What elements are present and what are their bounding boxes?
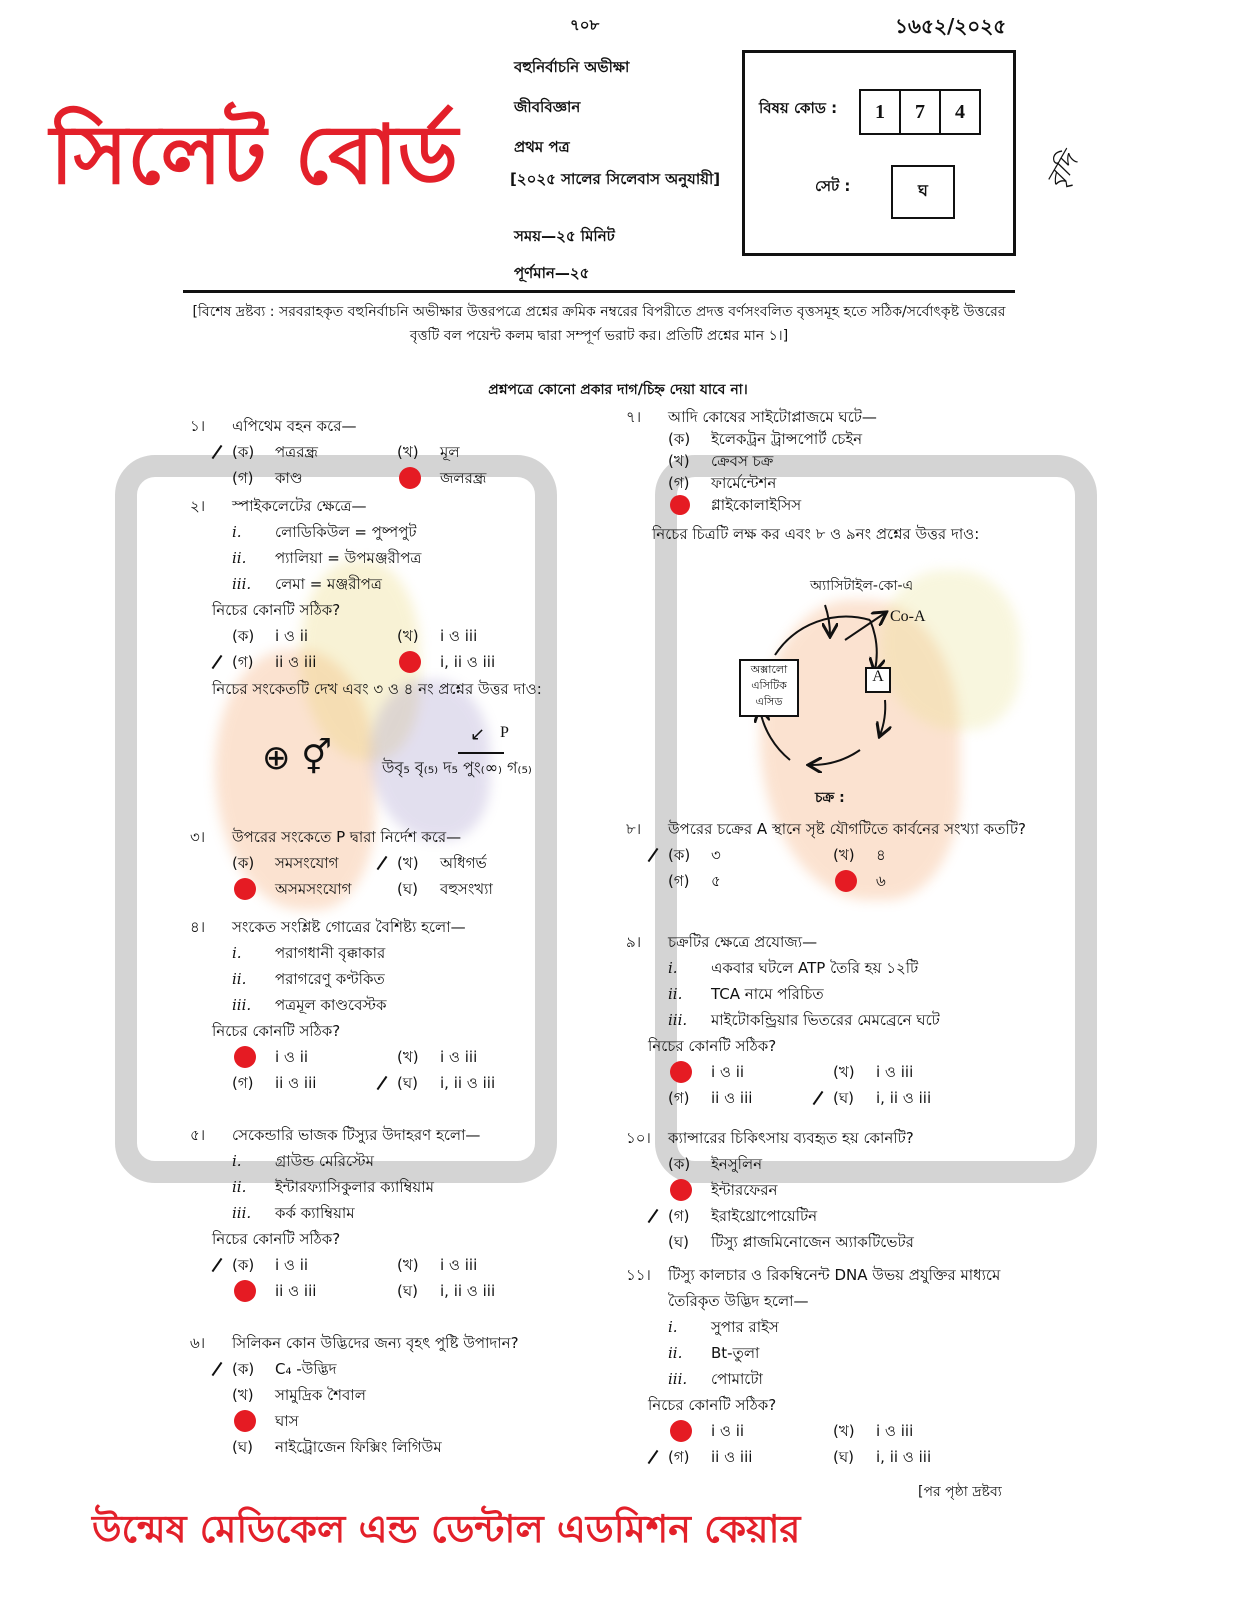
options bbox=[668, 1059, 1028, 1111]
option[interactable] bbox=[232, 1356, 562, 1382]
question-text: উপরের সংকেতে P দ্বারা নির্দেশ করে— bbox=[232, 828, 462, 846]
exam-type: বহুনির্বাচনি অভীক্ষা bbox=[514, 58, 630, 76]
oxaloacetic-acid-label: অক্সালো এসিটিক এসিড bbox=[750, 663, 788, 708]
statement-label: i. bbox=[668, 1318, 678, 1336]
option-label: (ক) bbox=[232, 443, 255, 461]
option[interactable] bbox=[397, 1278, 567, 1304]
option-text: জলরন্ধ্র bbox=[440, 469, 487, 487]
option[interactable] bbox=[833, 1418, 1003, 1444]
option[interactable] bbox=[668, 472, 1028, 494]
question-5 bbox=[190, 1122, 562, 1304]
answer-filled-bubble bbox=[399, 651, 421, 673]
arrow-label: P bbox=[500, 724, 509, 741]
option-label: (ক) bbox=[232, 1256, 255, 1274]
statement-text: সুপার রাইস bbox=[711, 1318, 779, 1336]
question-prompt: নিচের কোনটি সঠিক? bbox=[648, 1396, 777, 1414]
question-prompt: নিচের কোনটি সঠিক? bbox=[648, 1037, 777, 1055]
option-text: ইরাইথ্রোপোয়েটিন bbox=[711, 1207, 818, 1225]
option-label: (ঘ) bbox=[397, 880, 418, 898]
option-label: (গ) bbox=[232, 469, 254, 487]
option-text: i, ii ও iii bbox=[876, 1448, 932, 1466]
option-text: ii ও iii bbox=[275, 653, 317, 671]
handwritten-note: বৃদি bbox=[1041, 148, 1085, 195]
option-text: ইলেকট্রন ট্রান্সপোর্ট চেইন bbox=[711, 430, 863, 448]
statement-label: iii. bbox=[668, 1011, 688, 1029]
statement-item bbox=[668, 981, 1028, 1007]
special-note: [বিশেষ দ্রষ্টব্য : সরবরাহকৃত বহুনির্বাচনি অভীক্ষার উত্তরপত্রে প্রশ্নের ক্রমিক নম্বরের বিপরীতে প্রদত্ত বর্ণসংবলিত বৃত্তসমূহ হতে সঠিক/সর্বোৎকৃষ্ট উত্তরের বৃত্তটি বল পয়েন্ট কলম দ্বারা সম্পূর্ণ ভরাট কর। প্রতিটি প্রশ্নের মান ১।] bbox=[192, 304, 1006, 344]
question-stem bbox=[190, 824, 562, 850]
options bbox=[668, 428, 1028, 516]
option[interactable] bbox=[833, 1085, 1003, 1111]
syllabus: [২০২৫ সালের সিলেবাস অনুযায়ী] bbox=[510, 170, 721, 188]
statement-text: পরাগরেণু কণ্টকিত bbox=[275, 970, 385, 988]
option-label: (গ) bbox=[668, 474, 690, 492]
question-number: ৭। bbox=[626, 408, 642, 426]
statement-label: ii. bbox=[668, 985, 683, 1003]
option[interactable] bbox=[232, 1070, 397, 1096]
question-number: ১০। bbox=[626, 1129, 651, 1147]
subject-code-digit: 1 bbox=[859, 89, 901, 135]
option-text: ঘাস bbox=[275, 1412, 299, 1430]
option-label: (ঘ) bbox=[397, 1074, 418, 1092]
option-text: পত্ররন্ধ্র bbox=[275, 443, 318, 461]
options bbox=[232, 1356, 562, 1460]
option[interactable] bbox=[668, 1059, 833, 1085]
option-label: (খ) bbox=[833, 846, 855, 864]
statement-text: লেমা = মঞ্জরীপত্র bbox=[275, 575, 382, 593]
statement-text: মাইটোকন্ড্রিয়ার ভিতরের মেমব্রেনে ঘটে bbox=[711, 1011, 940, 1029]
option-label: (খ) bbox=[397, 1256, 419, 1274]
arrow-icon: ↙ bbox=[470, 724, 486, 745]
question-prompt: নিচের কোনটি সঠিক? bbox=[212, 601, 341, 619]
option-label: (ক) bbox=[232, 854, 255, 872]
subject-code-label: বিষয় কোড : bbox=[759, 99, 838, 117]
statement-label: i. bbox=[232, 944, 242, 962]
answer-filled-bubble bbox=[234, 878, 256, 900]
option-text: কাণ্ড bbox=[275, 469, 303, 487]
option-label: (ক) bbox=[668, 1155, 691, 1173]
statement-text: প্যালিয়া = উপমঞ্জরীপত্র bbox=[275, 549, 422, 567]
subject-code-digit: 7 bbox=[899, 89, 941, 135]
option[interactable] bbox=[232, 1252, 397, 1278]
option-text: ii ও iii bbox=[275, 1282, 317, 1300]
option-text: i ও ii bbox=[275, 1048, 309, 1066]
set-value: ঘ bbox=[891, 165, 955, 219]
statement-item bbox=[668, 1007, 1028, 1033]
option[interactable] bbox=[833, 1444, 1003, 1470]
time: সময়—২৫ মিনিট bbox=[514, 227, 615, 245]
statement-label: iii. bbox=[668, 1370, 688, 1388]
option-label: (ঘ) bbox=[833, 1089, 854, 1107]
option-label: (ক) bbox=[668, 846, 691, 864]
question-6 bbox=[190, 1330, 562, 1460]
option-label: (গ) bbox=[232, 1074, 254, 1092]
question-text: ক্যান্সারের চিকিৎসায় ব্যবহৃত হয় কোনটি? bbox=[668, 1129, 914, 1147]
statement-text: পোমাটো bbox=[711, 1370, 763, 1388]
cycle-arrow bbox=[775, 617, 870, 655]
option[interactable] bbox=[668, 1229, 1028, 1255]
option-label: (খ) bbox=[232, 1386, 254, 1404]
option[interactable] bbox=[397, 623, 567, 649]
warning: প্রশ্নপত্রে কোনো প্রকার দাগ/চিহ্ন দেয়া যাবে না। bbox=[488, 382, 748, 398]
option-text: টিস্যু প্লাজমিনোজেন অ্যাকটিভেটর bbox=[711, 1233, 914, 1251]
option-text: সমসংযোগ bbox=[275, 854, 339, 872]
question-text: সিলিকন কোন উদ্ভিদের জন্য বৃহৎ পুষ্টি উপাদান? bbox=[232, 1334, 519, 1352]
answer-filled-bubble bbox=[234, 1046, 256, 1068]
statement-label: i. bbox=[668, 959, 678, 977]
cycle-arrow bbox=[880, 700, 885, 735]
option-text: i ও iii bbox=[876, 1422, 914, 1440]
header-divider bbox=[183, 290, 1015, 293]
statement-item bbox=[232, 1200, 562, 1226]
option-text: i ও iii bbox=[440, 627, 478, 645]
question-prompt: নিচের কোনটি সঠিক? bbox=[212, 1022, 341, 1040]
question-9 bbox=[626, 929, 1028, 1111]
statement-text: কর্ক ক্যাম্বিয়াম bbox=[275, 1204, 355, 1222]
option-text: i ও ii bbox=[275, 1256, 309, 1274]
option[interactable] bbox=[668, 1418, 833, 1444]
statement-item bbox=[668, 1366, 1028, 1392]
option-text: i ও ii bbox=[711, 1422, 745, 1440]
option-text: ইনসুলিন bbox=[711, 1155, 763, 1173]
option-text: ক্রেবস চক্র bbox=[711, 452, 774, 470]
question-number: ৬। bbox=[190, 1334, 206, 1352]
option-text: বহুসংখ্যা bbox=[440, 880, 493, 898]
statement-text: TCA নামে পরিচিত bbox=[711, 985, 824, 1003]
question-text: এপিথেম বহন করে— bbox=[232, 417, 357, 435]
option-label: (খ) bbox=[833, 1422, 855, 1440]
option[interactable] bbox=[833, 842, 1003, 868]
option[interactable] bbox=[232, 1044, 397, 1070]
option-text: ইন্টারফেরন bbox=[711, 1181, 778, 1199]
pen-strike-mark bbox=[648, 1450, 659, 1464]
options bbox=[232, 623, 562, 675]
statement-text: পত্রমূল কাণ্ডবেস্টক bbox=[275, 996, 387, 1014]
options bbox=[668, 842, 1028, 894]
option[interactable] bbox=[668, 494, 1028, 516]
option-label: (গ) bbox=[668, 1089, 690, 1107]
statement-item bbox=[232, 571, 562, 597]
option-label: (খ) bbox=[397, 443, 419, 461]
option-text: অধিগর্ভ bbox=[440, 854, 487, 872]
answer-filled-bubble bbox=[670, 1420, 692, 1442]
question-number: ৩। bbox=[190, 828, 206, 846]
option-label: (খ) bbox=[833, 1063, 855, 1081]
option[interactable] bbox=[668, 450, 1028, 472]
options bbox=[232, 1252, 562, 1304]
option[interactable] bbox=[232, 850, 397, 876]
option-text: i, ii ও iii bbox=[440, 1074, 496, 1092]
fusion-bar bbox=[458, 752, 504, 754]
pen-strike-mark bbox=[212, 1258, 223, 1272]
option-text: i, ii ও iii bbox=[440, 653, 496, 671]
option-text: ii ও iii bbox=[711, 1089, 753, 1107]
diagram-intro: নিচের চিত্রটি লক্ষ কর এবং ৮ ও ৯নং প্রশ্নের উত্তর দাও: bbox=[652, 525, 980, 543]
option-text: অসমসংযোগ bbox=[275, 880, 352, 898]
statement-text: লোডিকিউল = পুষ্পপুট bbox=[275, 523, 417, 541]
statement-label: iii. bbox=[232, 996, 252, 1014]
option[interactable] bbox=[232, 1382, 562, 1408]
option[interactable] bbox=[232, 623, 397, 649]
option[interactable] bbox=[232, 439, 397, 465]
subject-code-digit: 4 bbox=[939, 89, 981, 135]
statement-label: iii. bbox=[232, 1204, 252, 1222]
question-text: সংকেত সংশ্লিষ্ট গোত্রের বৈশিষ্ট্য হলো— bbox=[232, 918, 466, 936]
question-number: ৯। bbox=[626, 933, 642, 951]
statement-item bbox=[232, 992, 562, 1018]
statement-label: iii. bbox=[232, 575, 252, 593]
option-label: (খ) bbox=[397, 627, 419, 645]
full-marks: পূর্ণমান—২৫ bbox=[514, 264, 590, 282]
question-1 bbox=[190, 413, 562, 491]
question-stem bbox=[190, 413, 562, 439]
set-label: সেট : bbox=[815, 177, 851, 195]
cycle-arrow bbox=[870, 620, 877, 670]
question-stem bbox=[190, 1122, 562, 1148]
option[interactable] bbox=[397, 1044, 567, 1070]
statement-item bbox=[668, 955, 1028, 981]
options bbox=[232, 850, 562, 902]
cycle-caption: চক্র : bbox=[815, 790, 845, 806]
option-text: ii ও iii bbox=[711, 1448, 753, 1466]
question-stem bbox=[190, 493, 562, 519]
question-stem bbox=[626, 1262, 1028, 1314]
option-label: (ঘ) bbox=[833, 1448, 854, 1466]
statement-label: ii. bbox=[232, 1178, 247, 1196]
paper: প্রথম পত্র bbox=[514, 138, 570, 156]
question-stem bbox=[626, 406, 1028, 428]
option[interactable] bbox=[397, 850, 567, 876]
pen-strike-mark bbox=[648, 1209, 659, 1223]
option[interactable] bbox=[668, 428, 1028, 450]
option-text: সামুদ্রিক শৈবাল bbox=[275, 1386, 366, 1404]
option-label: (ক) bbox=[668, 430, 691, 448]
option-label: (গ) bbox=[232, 653, 254, 671]
statement-text: পরাগধানী বৃক্কাকার bbox=[275, 944, 386, 962]
answer-filled-bubble bbox=[234, 1410, 256, 1432]
statement-text: গ্রাউন্ড মেরিস্টেম bbox=[275, 1152, 374, 1170]
pen-strike-mark bbox=[212, 1362, 223, 1376]
question-number: ১১। bbox=[626, 1266, 651, 1284]
formula-intro: নিচের সংকেতটি দেখ এবং ৩ ও ৪ নং প্রশ্নের উত্তর দাও: bbox=[212, 680, 542, 698]
statement-item bbox=[232, 940, 562, 966]
code-box bbox=[742, 50, 1016, 256]
statement-item bbox=[232, 519, 562, 545]
question-stem bbox=[626, 929, 1028, 955]
statement-item bbox=[668, 1340, 1028, 1366]
question-text: স্পাইকলেটের ক্ষেত্রে— bbox=[232, 497, 367, 515]
option[interactable] bbox=[232, 465, 397, 491]
option[interactable] bbox=[232, 1278, 397, 1304]
answer-filled-bubble bbox=[835, 870, 857, 892]
question-10 bbox=[626, 1125, 1028, 1255]
option-text: ফার্মেন্টেশন bbox=[711, 474, 777, 492]
page-number: ৭০৮ bbox=[570, 16, 600, 34]
answer-filled-bubble bbox=[234, 1280, 256, 1302]
question-number: ৫। bbox=[190, 1126, 206, 1144]
question-7 bbox=[626, 406, 1028, 516]
cycle-arrow bbox=[810, 750, 860, 765]
statement-label: ii. bbox=[668, 1344, 683, 1362]
option-label: (ক) bbox=[232, 627, 255, 645]
option[interactable] bbox=[397, 876, 567, 902]
question-text: চক্রটির ক্ষেত্রে প্রযোজ্য— bbox=[668, 933, 818, 951]
page-turn-note: [পর পৃষ্ঠা দ্রষ্টব্য bbox=[918, 1484, 1002, 1500]
option-label: (ঘ) bbox=[397, 1282, 418, 1300]
statement-label: i. bbox=[232, 1152, 242, 1170]
option[interactable] bbox=[397, 649, 567, 675]
output-label: Co-A bbox=[890, 608, 926, 625]
question-text: উপরের চক্রের A স্থানে সৃষ্ট যৌগটিতে কার্বনের সংখ্যা কতটি? bbox=[668, 820, 1026, 838]
option-label: (গ) bbox=[668, 1448, 690, 1466]
statement-label: ii. bbox=[232, 549, 247, 567]
option[interactable] bbox=[397, 439, 567, 465]
option[interactable] bbox=[397, 1252, 567, 1278]
option-label: (ক) bbox=[232, 1360, 255, 1378]
footer-brand: উন্মেষ মেডিকেল এন্ড ডেন্টাল এডমিশন কেয়ার bbox=[92, 1507, 801, 1551]
statement-item bbox=[232, 966, 562, 992]
option-text: ৪ bbox=[876, 846, 886, 864]
question-2 bbox=[190, 493, 562, 675]
option-text: i ও iii bbox=[440, 1256, 478, 1274]
option-text: ii ও iii bbox=[275, 1074, 317, 1092]
question-number: ২। bbox=[190, 497, 206, 515]
option-label: (ঘ) bbox=[668, 1233, 689, 1251]
options bbox=[668, 1151, 1028, 1255]
option-text: ৫ bbox=[711, 872, 721, 890]
question-text: টিস্যু কালচার ও রিকম্বিনেন্ট DNA উভয় প্রযুক্তির মাধ্যমে তৈরিকৃত উদ্ভিদ হলো— bbox=[668, 1266, 1001, 1310]
input-label: অ্যাসিটাইল-কো-এ bbox=[810, 578, 914, 594]
option-text: i ও ii bbox=[275, 627, 309, 645]
question-stem bbox=[190, 914, 562, 940]
option-text: নাইট্রোজেন ফিক্সিং লিগিউম bbox=[275, 1438, 442, 1456]
option[interactable] bbox=[397, 465, 567, 491]
cycle-arrow bbox=[760, 710, 790, 760]
option-text: i, ii ও iii bbox=[440, 1282, 496, 1300]
option-label: (খ) bbox=[397, 854, 419, 872]
question-4 bbox=[190, 914, 562, 1096]
option[interactable] bbox=[397, 1070, 567, 1096]
statement-item bbox=[232, 1148, 562, 1174]
board-title: সিলেট বোর্ড bbox=[50, 107, 458, 203]
compound-a-label: A bbox=[872, 668, 884, 685]
option[interactable] bbox=[668, 1444, 833, 1470]
option[interactable] bbox=[668, 1151, 1028, 1177]
floral-formula: উবৃ₅ বৃ₍₅₎ দ₅ পুং₍∞₎ গ₍₅₎ bbox=[382, 758, 532, 777]
answer-filled-bubble bbox=[670, 1179, 692, 1201]
option[interactable] bbox=[668, 1085, 833, 1111]
question-number: ৪। bbox=[190, 918, 206, 936]
option[interactable] bbox=[232, 649, 397, 675]
option-text: i ও iii bbox=[876, 1063, 914, 1081]
options bbox=[668, 1418, 1028, 1470]
option-label: (ঘ) bbox=[232, 1438, 253, 1456]
option[interactable] bbox=[668, 1177, 1028, 1203]
option-text: গ্লাইকোলাইসিস bbox=[711, 496, 802, 514]
question-number: ৮। bbox=[626, 820, 642, 838]
statement-text: ইন্টারফ্যাসিকুলার ক্যাম্বিয়াম bbox=[275, 1178, 434, 1196]
statement-label: i. bbox=[232, 523, 242, 541]
question-stem bbox=[190, 1330, 562, 1356]
option[interactable] bbox=[833, 1059, 1003, 1085]
statement-item bbox=[232, 545, 562, 571]
question-number: ১। bbox=[190, 417, 206, 435]
question-11 bbox=[626, 1262, 1028, 1470]
question-stem bbox=[626, 816, 1028, 842]
statement-label: ii. bbox=[232, 970, 247, 988]
question-8 bbox=[626, 816, 1028, 894]
subject: জীববিজ্ঞান bbox=[514, 98, 581, 116]
option-text: ৩ bbox=[711, 846, 721, 864]
option[interactable] bbox=[232, 876, 397, 902]
options bbox=[232, 439, 562, 491]
exam-code: ১৬৫২/২০২৫ bbox=[895, 14, 1007, 38]
option-label: (গ) bbox=[668, 872, 690, 890]
answer-filled-bubble bbox=[399, 467, 421, 489]
option-text: i, ii ও iii bbox=[876, 1089, 932, 1107]
statement-item bbox=[668, 1314, 1028, 1340]
statement-text: Bt-তুলা bbox=[711, 1344, 760, 1362]
question-prompt: নিচের কোনটি সঠিক? bbox=[212, 1230, 341, 1248]
options bbox=[232, 1044, 562, 1096]
option-label: (গ) bbox=[668, 1207, 690, 1225]
option-text: i ও ii bbox=[711, 1063, 745, 1081]
option-label: (খ) bbox=[397, 1048, 419, 1066]
option[interactable] bbox=[833, 868, 1003, 894]
option[interactable] bbox=[668, 868, 833, 894]
subject-code-cells bbox=[861, 89, 981, 135]
question-3 bbox=[190, 824, 562, 902]
option-text: C₄ -উদ্ভিদ bbox=[275, 1360, 337, 1378]
option-text: মূল bbox=[440, 443, 460, 461]
option[interactable] bbox=[232, 1434, 562, 1460]
answer-filled-bubble bbox=[670, 495, 690, 515]
question-text: সেকেন্ডারি ভাজক টিস্যুর উদাহরণ হলো— bbox=[232, 1126, 481, 1144]
statement-text: একবার ঘটলে ATP তৈরি হয় ১২টি bbox=[711, 959, 919, 977]
answer-filled-bubble bbox=[670, 1061, 692, 1083]
option-text: ৬ bbox=[876, 872, 886, 890]
floral-symbols: ⊕ ⚥ bbox=[262, 738, 332, 778]
option[interactable] bbox=[668, 842, 833, 868]
option[interactable] bbox=[668, 1203, 1028, 1229]
question-text: আদি কোষের সাইটোপ্লাজমে ঘটে— bbox=[668, 408, 877, 426]
question-stem bbox=[626, 1125, 1028, 1151]
option-label: (খ) bbox=[668, 452, 690, 470]
option-text: i ও iii bbox=[440, 1048, 478, 1066]
statement-item bbox=[232, 1174, 562, 1200]
option[interactable] bbox=[232, 1408, 562, 1434]
